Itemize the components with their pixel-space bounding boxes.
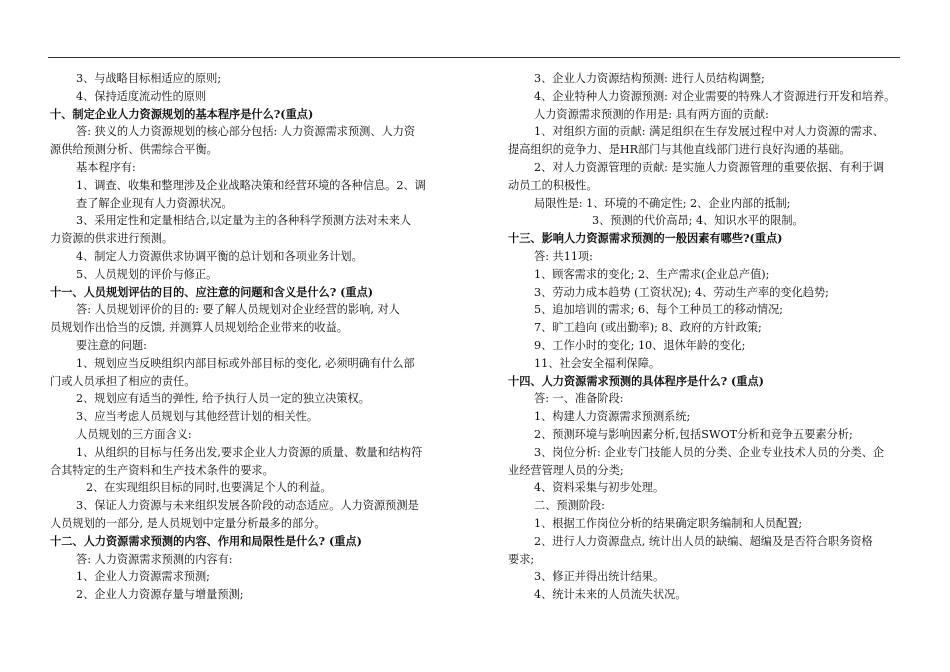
text-line: 动员工的积极性。 [508, 178, 598, 192]
text-line: 基本程序有: [76, 160, 136, 174]
section-heading: 十二、人力资源需求预测的内容、作用和局限性是什么? (重点) [50, 533, 362, 548]
text-line: 答: 人员规划评价的目的: 要了解人员规划对企业经营的影响, 对人 [76, 303, 400, 317]
text-line: 1、规划应当反映组织内部目标或外部目标的变化, 必须明确有什么部 [76, 356, 415, 370]
text-line: 1、企业人力资源需求预测; [76, 570, 210, 584]
text-line: 业经营管理人员的分类; [508, 463, 624, 477]
text-line: 5、人员规划的评价与修正。 [76, 267, 218, 281]
text-line: 答: 人力资源需求预测的内容有: [76, 552, 233, 566]
text-line: 3、保证人力资源与未来组织发展各阶段的动态适应。人力资源预测是 [76, 499, 419, 513]
section-heading: 十四、人力资源需求预测的具体程序是什么? (重点) [508, 373, 764, 388]
text-line: 人力资源需求预测的作用是: 具有两方面的贡献: [534, 107, 769, 121]
text-line: 2、预测环境与影响因素分析,包括SWOT分析和竞争五要素分析; [534, 427, 853, 441]
text-line: 2、企业人力资源存量与增量预测; [76, 588, 244, 602]
text-line: 局限性是: 1、环境的不确定性; 2、企业内部的抵制; [534, 196, 791, 210]
section-heading: 十三、影响人力资源需求预测的一般因素有哪些?(重点) [508, 231, 783, 246]
right-column [508, 70, 914, 604]
text-line: 门或人员承担了相应的责任。 [50, 374, 196, 388]
section-heading: 十、制定企业人力资源规划的基本程序是什么?(重点) [50, 106, 314, 121]
text-line: 3、劳动力成本趋势 (工资状况); 4、劳动生产率的变化趋势; [534, 285, 829, 299]
text-line: 答: 一、准备阶段: [534, 392, 624, 406]
text-line: 3、修正并得出统计结果。 [534, 570, 665, 584]
text-line: 2、进行人力资源盘点, 统计出人员的缺编、超编及是否符合职务资格 [534, 534, 873, 548]
text-line: 4、保持适度流动性的原则 [76, 89, 207, 103]
text-line: 1、构建人力资源需求预测系统; [534, 410, 691, 424]
header-rule [48, 57, 900, 58]
text-line: 答: 狭义的人力资源规划的核心部分包括: 人力资源需求预测、人力资 [76, 125, 416, 139]
text-line: 2、在实现组织目标的同时,也要满足个人的利益。 [86, 481, 332, 495]
text-line: 2、规划应有适当的弹性, 给予执行人员一定的独立决策权。 [76, 392, 370, 406]
text-line: 4、企业特种人力资源预测: 对企业需要的特殊人才资源进行开发和培养。 [534, 89, 896, 103]
left-column [50, 70, 460, 604]
text-line: 1、对组织方面的贡献: 满足组织在生存发展过程中对人力资源的需求、 [534, 125, 885, 139]
text-line: 9、工作小时的变化; 10、退休年龄的变化; [534, 338, 746, 352]
text-line: 二、预测阶段: [534, 499, 605, 513]
text-line: 力资源的供求进行预测。 [50, 232, 174, 246]
text-line: 源供给预测分析、供需综合平衡。 [50, 143, 218, 157]
text-line: 1、从组织的目标与任务出发,要求企业人力资源的质量、数量和结构符 [76, 445, 423, 459]
text-line: 11、社会安全福利保障。 [534, 356, 661, 370]
text-line: 5、追加培训的需求; 6、每个工种员工的移动情况; [534, 303, 784, 317]
text-line: 3、采用定性和定量相结合,以定量为主的各种科学预测方法对未来人 [76, 214, 412, 228]
text-line: 员规划作出恰当的反馈, 并测算人员规划给企业带来的收益。 [50, 321, 348, 335]
text-line: 查了解企业现有人力资源状况。 [76, 196, 233, 210]
text-line: 1、调查、收集和整理涉及企业战略决策和经营环境的各种信息。2、调 [76, 178, 426, 192]
text-line: 4、统计未来的人员流失状况。 [534, 588, 687, 602]
text-line: 2、对人力资源管理的贡献: 是实施人力资源管理的重要依据、有利于调 [534, 160, 885, 174]
text-line: 提高组织的竞争力、是HR部门与其他直线部门进行良好沟通的基础。 [508, 143, 851, 157]
text-line: 要注意的问题: [76, 338, 147, 352]
text-line: 3、与战略目标相适应的原则; [76, 72, 222, 85]
text-line: 3、预测的代价高昂; 4、知识水平的限制。 [592, 214, 804, 228]
text-line: 7、旷工趋向 (或出勤率); 8、政府的方针政策; [534, 321, 762, 335]
text-line: 合其特定的生产资料和生产技术条件的要求。 [50, 463, 274, 477]
section-heading: 十一、人员规划评估的目的、应注意的问题和含义是什么? (重点) [50, 284, 374, 299]
text-line: 1、根据工作岗位分析的结果确定职务编制和人员配置; [534, 516, 803, 530]
text-line: 4、资料采集与初步处理。 [534, 481, 665, 495]
text-line: 答: 共11项: [534, 249, 593, 263]
text-line: 人员规划的三方面含义: [76, 427, 192, 441]
text-line: 3、应当考虑人员规划与其他经营计划的相关性。 [76, 410, 319, 424]
text-line: 要求; [508, 552, 535, 566]
text-line: 4、制定人力资源供求协调平衡的总计划和各项业务计划。 [76, 249, 363, 263]
text-line: 3、岗位分析: 企业专门技能人员的分类、企业专业技术人员的分类、企 [534, 445, 885, 459]
text-line: 人员规划的一部分, 是人员规划中定量分析最多的部分。 [50, 516, 326, 530]
text-line: 3、企业人力资源结构预测: 进行人员结构调整; [534, 72, 765, 85]
text-line: 1、顾客需求的变化; 2、生产需求(企业总产值); [534, 267, 770, 281]
